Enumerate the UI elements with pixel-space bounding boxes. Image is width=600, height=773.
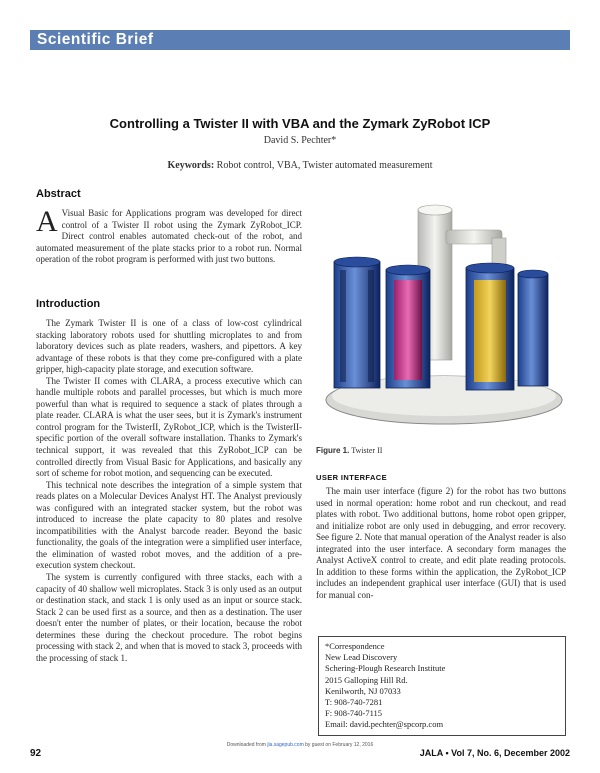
section-banner (30, 30, 570, 50)
journal-name: JALA (419, 748, 443, 758)
correspondence-box (318, 636, 566, 736)
user-interface-text: The main user interface (figure 2) for the robot has two buttons used in normal operation: home robot and run checkout, and read plates with robot. Two additional buttons, home robot open gripper, and initialize robot are only used in debugging, and error recovery. See figure 2. Note that manual operation of the Analyst reader is also integrated into the user interface. A secondary form manages the Analyst ActiveX control to create, and edit plate reading protocols. In addition to these forms within the application, the ZyRobot_ICP includes an independent graphical user interface (GUI) that is used for manual con- (316, 486, 566, 600)
download-suffix: by guest on February 12, 2016 (303, 742, 374, 748)
journal-issue: • Vol 7, No. 6, December 2002 (442, 748, 570, 758)
intro-paragraph: The Zymark Twister II is one of a class of low-cost cylindrical stacking laboratory robots used for shuttling microplates to and from laboratory devices such as plate readers, washers, and pipettors. A key advantage of these robots is that they come pre-configured with a plate gripper, high-capacity plate storage, and execution software. (36, 318, 302, 375)
abstract-heading: Abstract (36, 188, 81, 200)
figure-caption-label: Figure 1. (316, 446, 350, 455)
correspondence-line: Schering-Plough Research Institute (325, 663, 446, 674)
twister-robot-figure (316, 200, 564, 435)
banner-label: Scientific Brief (37, 31, 154, 48)
introduction-body (36, 318, 302, 664)
keywords-text: Robot control, VBA, Twister automated measurement (214, 160, 433, 171)
download-link[interactable]: jla.sagepub.com (267, 742, 304, 748)
download-prefix: Downloaded from (226, 742, 268, 748)
intro-paragraph: The Twister II comes with CLARA, a process executive which can handle multiple robots and parallel processes, but which is much more powerful than what is required to sequence a stack of plates through a plate reader. CLARA is what the user sees, but it is Zymark's instrument control program for the TwisterII, ZyRobot_ICP, which is the TwisterII-specific portion of the overall software installation. Thanks to Zymark's technical support, it was revealed that this ZyRobot_ICP can be controlled directly from Visual Basic for Applications, and basically any sort of scheme for robot motion, and sequencing can be executed. (36, 375, 302, 479)
abstract-text: Visual Basic for Applications program was developed for direct control of a Twister II robot using the Zymark ZyRobot_ICP. Direct control enables automated check-out of the robot, and automated measurement of the plate stacks prior to a robot run. Normal operation of the robot program is performed with just two buttons. (36, 208, 302, 265)
user-interface-body (316, 486, 566, 601)
intro-paragraph: This technical note describes the integration of a simple system that reads plates on a Molecular Devices Analyst HT. The Analyst previously was configured with an integrated stacker system, but the robot was introduced to increase the plate capacity to 80 plates and resolve incompatibilities with the Analyst barcode reader. Beyond the basic functionality, the goals of the integration were a simplified user interface, the elimination of wasted robot moves, and the addition of a pre-execution system checkout. (36, 479, 302, 571)
correspondence-line: F: 908-740-7115 (325, 708, 383, 719)
correspondence-line: Kenilworth, NJ 07033 (325, 685, 401, 696)
user-interface-heading: USER INTERFACE (316, 473, 388, 482)
article-keywords (0, 160, 600, 171)
correspondence-line: New Lead Discovery (325, 652, 398, 663)
article-title: Controlling a Twister II with VBA and the Zymark ZyRobot ICP (109, 116, 491, 131)
figure-caption (316, 446, 382, 455)
abstract-body (36, 205, 302, 266)
correspondence-line: 2015 Galloping Hill Rd. (325, 674, 408, 685)
intro-paragraph: The system is currently configured with three stacks, each with a capacity of 40 shallow well microplates. Stack 3 is only used as an output or destination stack, and stack 1 is only used as an input or source stack. Stack 2 can be used first as a source, and then as a destination. The user doesn't enter the number of plates, or their location, because the robot determines these during the checkout procedure. The robot begins processing with stack 2, and when that is moved to stack 3, proceeds with the processing of stack 1. (36, 572, 302, 663)
journal-citation (420, 748, 570, 758)
correspondence-line: *Correspondence (325, 641, 385, 651)
keywords-label: Keywords: (167, 160, 215, 171)
abstract-dropcap: A (36, 205, 58, 238)
article-author: David S. Pechter* (263, 135, 337, 146)
correspondence-email[interactable]: Email: david.pechter@spcorp.com (325, 719, 444, 730)
page-number: 92 (30, 748, 42, 759)
figure-caption-text: Twister II (349, 446, 383, 455)
introduction-heading: Introduction (36, 298, 101, 310)
correspondence-line: T: 908-740-7281 (325, 697, 383, 708)
